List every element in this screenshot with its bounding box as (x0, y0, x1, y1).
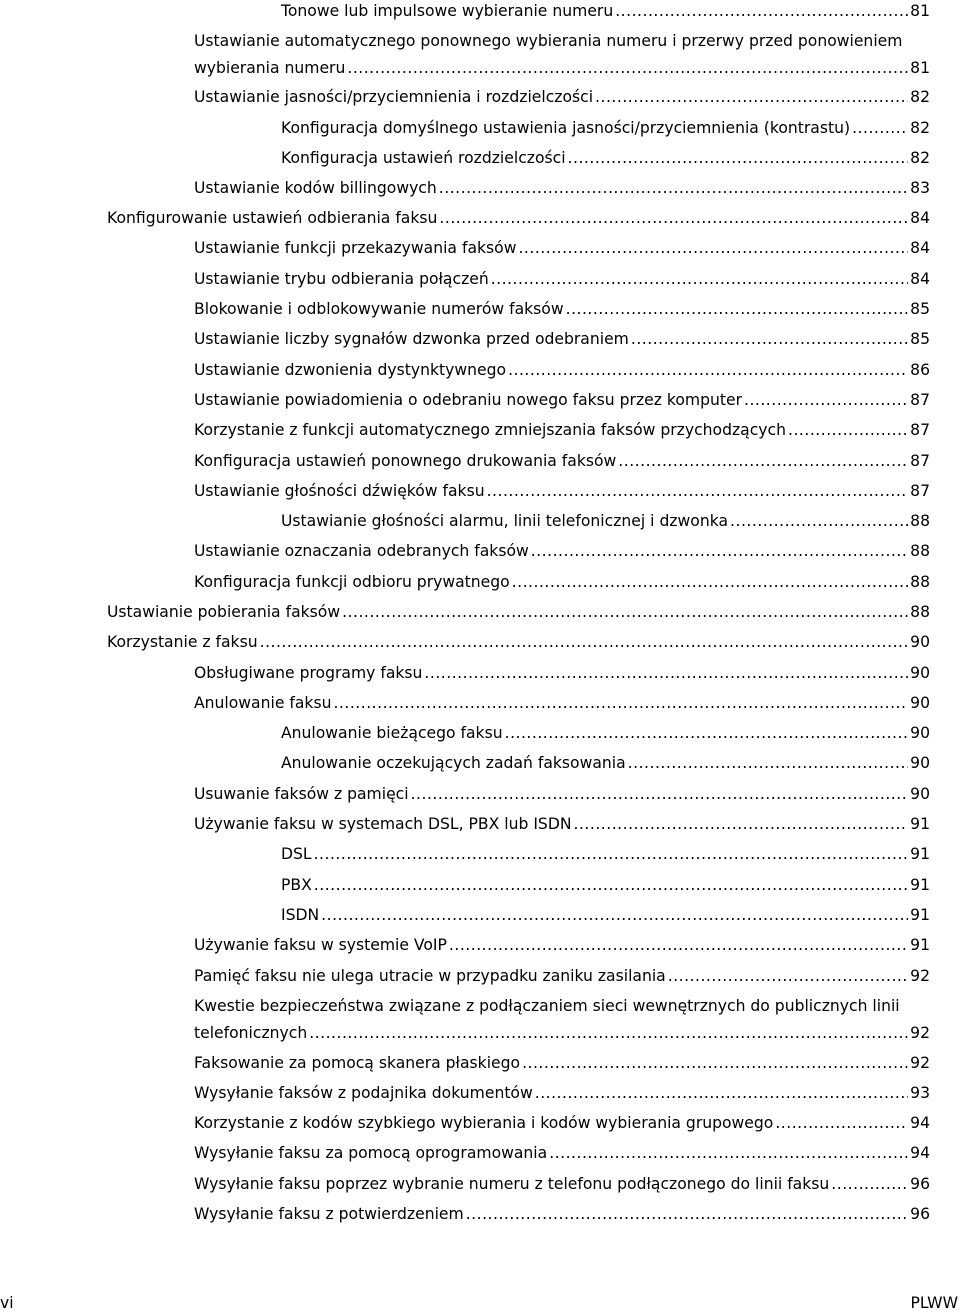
dot-leader (260, 631, 908, 653)
toc-entry-page: 92 (910, 1024, 930, 1042)
toc-entry-title: Korzystanie z funkcji automatycznego zmniejszania faksów przychodzących (194, 421, 786, 439)
toc-entry-title: Ustawianie kodów billingowych (194, 179, 437, 197)
toc-entry[interactable] (281, 722, 930, 744)
toc-entry-title: Anulowanie bieżącego faksu (281, 724, 503, 742)
toc-entry[interactable] (107, 631, 930, 653)
toc-entry-page: 96 (910, 1175, 930, 1193)
toc-entry-page: 90 (910, 785, 930, 803)
dot-leader (321, 904, 908, 926)
toc-entry-page: 92 (910, 1054, 930, 1072)
toc-entry-page: 94 (910, 1114, 930, 1132)
toc-entry-page: 88 (910, 542, 930, 560)
toc-entry[interactable] (107, 601, 930, 623)
toc-entry-title: Blokowanie i odblokowywanie numerów faksów (194, 300, 564, 318)
toc-entry-title: Ustawianie głośności dźwięków faksu (194, 482, 485, 500)
toc-entry[interactable] (194, 692, 930, 714)
dot-leader (618, 450, 908, 472)
toc-entry-page: 91 (910, 936, 930, 954)
toc-entry-page: 91 (910, 906, 930, 924)
toc-entry-title: ISDN (281, 906, 320, 924)
toc-entry[interactable] (194, 86, 930, 108)
dot-leader (668, 965, 908, 987)
toc-entry-title: Ustawianie trybu odbierania połączeń (194, 270, 489, 288)
dot-leader (411, 783, 908, 805)
dot-leader (505, 722, 908, 744)
dot-leader (628, 752, 908, 774)
toc-entry-page: 81 (910, 2, 930, 20)
toc-entry-title-continuation: wybierania numeru (194, 59, 346, 77)
toc-entry-page: 85 (910, 330, 930, 348)
toc-entry[interactable] (194, 359, 930, 381)
toc-entry[interactable] (194, 813, 930, 835)
dot-leader (535, 1082, 908, 1104)
toc-entry-title: Ustawianie powiadomienia o odebraniu nowego faksu przez komputer (194, 391, 742, 409)
toc-entry[interactable] (194, 1082, 930, 1104)
toc-entry-title: Tonowe lub impulsowe wybieranie numeru (281, 2, 614, 20)
toc-entry-page: 90 (910, 694, 930, 712)
toc-entry-title: Faksowanie za pomocą skanera płaskiego (194, 1054, 521, 1072)
toc-entry[interactable] (194, 237, 930, 259)
toc-entry[interactable] (194, 328, 930, 350)
toc-entry[interactable] (281, 843, 930, 865)
toc-entry[interactable] (281, 874, 930, 896)
toc-entry[interactable] (194, 783, 930, 805)
toc-entry[interactable] (281, 510, 930, 532)
toc-entry[interactable] (194, 30, 930, 79)
toc-entry[interactable] (194, 389, 930, 411)
toc-entry-page: 88 (910, 603, 930, 621)
toc-entry-page: 84 (910, 270, 930, 288)
page-number: vi (0, 1294, 14, 1312)
dot-leader (831, 1173, 908, 1195)
toc-entry-page: 82 (910, 149, 930, 167)
toc-entry[interactable] (194, 571, 930, 593)
dot-leader (631, 328, 908, 350)
toc-entry[interactable] (281, 0, 930, 22)
toc-entry-title: Ustawianie liczby sygnałów dzwonka przed odebraniem (194, 330, 629, 348)
dot-leader (574, 813, 909, 835)
toc-entry-title: Wysyłanie faksów z podajnika dokumentów (194, 1084, 533, 1102)
toc-entry-page: 85 (910, 300, 930, 318)
dot-leader (531, 540, 908, 562)
toc-entry-title: Ustawianie oznaczania odebranych faksów (194, 542, 529, 560)
toc-entry-title: Używanie faksu w systemie VoIP (194, 936, 447, 954)
toc-entry[interactable] (194, 419, 930, 441)
dot-leader (730, 510, 908, 532)
toc-entry[interactable] (194, 450, 930, 472)
dot-leader (775, 1112, 908, 1134)
toc-entry-page: 88 (910, 573, 930, 591)
toc-entry-title-continuation: telefonicznych (194, 1024, 308, 1042)
toc-entry-page: 91 (910, 876, 930, 894)
toc-entry-title: Konfiguracja domyślnego ustawienia jasności/przyciemnienia (kontrastu) (281, 119, 851, 137)
toc-entry-page: 96 (910, 1205, 930, 1223)
toc-entry-title: Korzystanie z faksu (107, 633, 258, 651)
dot-leader (512, 571, 908, 593)
toc-entry-page: 90 (910, 664, 930, 682)
toc-entry-page: 91 (910, 845, 930, 863)
toc-entry-title: Anulowanie oczekujących zadań faksowania (281, 754, 626, 772)
toc-entry-page: 94 (910, 1144, 930, 1162)
toc-entry-title: Ustawianie pobierania faksów (107, 603, 341, 621)
toc-entry[interactable] (194, 1173, 930, 1195)
toc-entry-page: 82 (910, 119, 930, 137)
toc-entry[interactable] (107, 207, 930, 229)
toc-entry-title: Obsługiwane programy faksu (194, 664, 423, 682)
toc-entry[interactable] (194, 995, 930, 1044)
toc-entry-page: 83 (910, 179, 930, 197)
dot-leader (347, 57, 908, 79)
toc-entry-page: 87 (910, 391, 930, 409)
toc-entry[interactable] (194, 1142, 930, 1164)
toc-entry-page: 87 (910, 482, 930, 500)
toc-entry[interactable] (194, 540, 930, 562)
toc-entry[interactable] (281, 117, 930, 139)
dot-leader (595, 86, 908, 108)
dot-leader (314, 874, 908, 896)
toc-entry-page: 82 (910, 88, 930, 106)
toc-entry-title: Pamięć faksu nie ulega utracie w przypadku zaniku zasilania (194, 967, 666, 985)
toc-entry[interactable] (194, 965, 930, 987)
toc-entry-title: Usuwanie faksów z pamięci (194, 785, 409, 803)
toc-entry[interactable] (281, 147, 930, 169)
toc-entry-page: 84 (910, 239, 930, 257)
dot-leader (518, 237, 908, 259)
toc-entry-title: Ustawianie automatycznego ponownego wybierania numeru i przerwy przed ponowieniem (194, 32, 903, 50)
toc-entry[interactable] (194, 177, 930, 199)
toc-entry-page: 88 (910, 512, 930, 530)
toc-entry[interactable] (194, 1203, 930, 1225)
toc-entry-title: Kwestie bezpieczeństwa związane z podłączaniem sieci wewnętrznych do publicznych linii (194, 997, 900, 1015)
dot-leader (491, 268, 908, 290)
dot-leader (615, 0, 908, 22)
dot-leader (449, 934, 908, 956)
dot-leader (508, 359, 908, 381)
dot-leader (342, 601, 908, 623)
toc-entry-title: Korzystanie z kodów szybkiego wybierania i kodów wybierania grupowego (194, 1114, 774, 1132)
toc-entry-title: Wysyłanie faksu za pomocą oprogramowania (194, 1144, 548, 1162)
dot-leader (852, 117, 908, 139)
dot-leader (314, 843, 908, 865)
dot-leader (487, 480, 908, 502)
toc-entry-title: Ustawianie głośności alarmu, linii telefonicznej i dzwonka (281, 512, 729, 530)
dot-leader (549, 1142, 908, 1164)
language-code: PLWW (910, 1294, 958, 1312)
toc-entry-title: Wysyłanie faksu z potwierdzeniem (194, 1205, 464, 1223)
dot-leader (424, 662, 908, 684)
toc-entry-title: PBX (281, 876, 312, 894)
dot-leader (439, 207, 908, 229)
dot-leader (309, 1022, 908, 1044)
dot-leader (466, 1203, 908, 1225)
toc-entry-page: 87 (910, 452, 930, 470)
toc-entry-page: 84 (910, 209, 930, 227)
dot-leader (744, 389, 908, 411)
toc-entry-title: Wysyłanie faksu poprzez wybranie numeru z telefonu podłączonego do linii faksu (194, 1175, 830, 1193)
toc-entry-title: Konfiguracja ustawień ponownego drukowania faksów (194, 452, 617, 470)
toc-entry-page: 90 (910, 633, 930, 651)
toc-entry[interactable] (194, 268, 930, 290)
toc-entry[interactable] (281, 904, 930, 926)
toc-entry[interactable] (194, 934, 930, 956)
toc-entry-page: 93 (910, 1084, 930, 1102)
dot-leader (788, 419, 908, 441)
toc-entry-page: 91 (910, 815, 930, 833)
toc-entry-page: 86 (910, 361, 930, 379)
toc-entry-title: Ustawianie funkcji przekazywania faksów (194, 239, 517, 257)
dot-leader (568, 147, 908, 169)
toc-entry-title: Konfiguracja funkcji odbioru prywatnego (194, 573, 510, 591)
toc-entry-title: DSL (281, 845, 312, 863)
toc-entry-page: 87 (910, 421, 930, 439)
toc-entry-title: Ustawianie jasności/przyciemnienia i rozdzielczości (194, 88, 594, 106)
toc-entry[interactable] (194, 480, 930, 502)
toc-entry-page: 90 (910, 754, 930, 772)
toc-entry[interactable] (281, 752, 930, 774)
toc-entry[interactable] (194, 1052, 930, 1074)
dot-leader (439, 177, 908, 199)
dot-leader (566, 298, 908, 320)
toc-entry[interactable] (194, 298, 930, 320)
toc-entry[interactable] (194, 1112, 930, 1134)
toc-entry-page: 90 (910, 724, 930, 742)
dot-leader (522, 1052, 908, 1074)
toc-entry-title: Konfiguracja ustawień rozdzielczości (281, 149, 566, 167)
toc-entry[interactable] (194, 662, 930, 684)
toc-entry-title: Ustawianie dzwonienia dystynktywnego (194, 361, 507, 379)
toc-entry-title: Anulowanie faksu (194, 694, 332, 712)
toc-entry-title: Konfigurowanie ustawień odbierania faksu (107, 209, 438, 227)
toc-entry-title: Używanie faksu w systemach DSL, PBX lub ISDN (194, 815, 572, 833)
toc-entry-page: 81 (910, 59, 930, 77)
dot-leader (333, 692, 908, 714)
toc-entry-page: 92 (910, 967, 930, 985)
